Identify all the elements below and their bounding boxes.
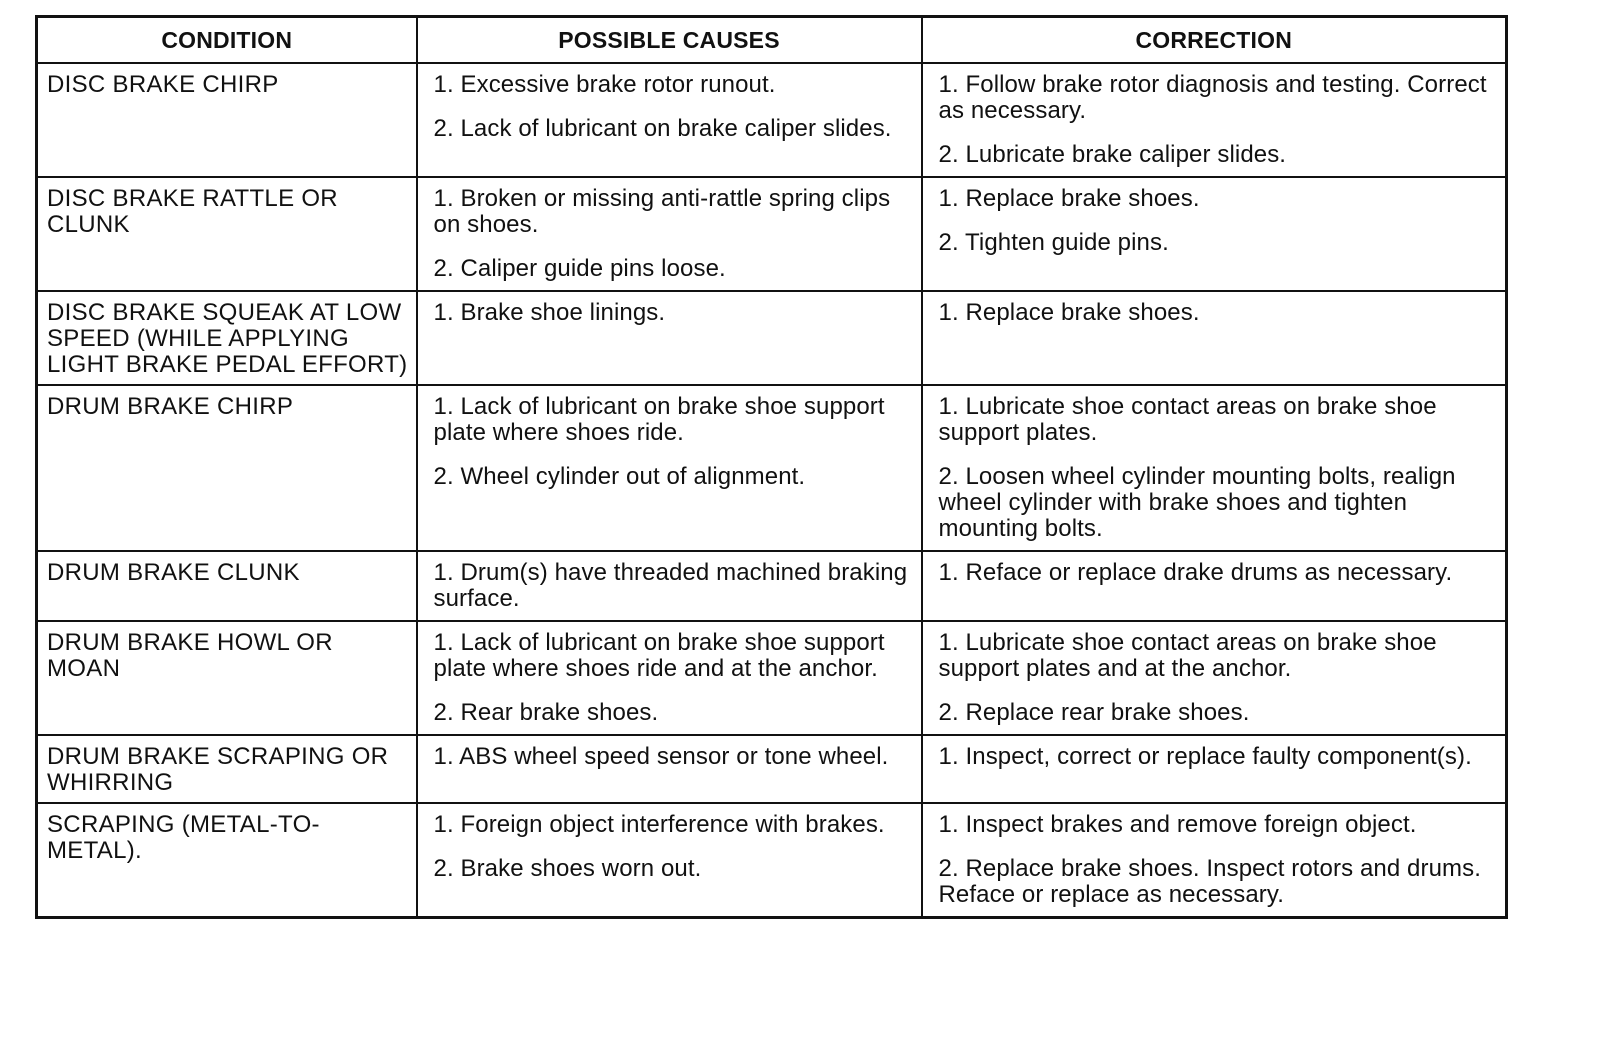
condition-cell: DISC BRAKE CHIRP [37,63,417,177]
condition-cell: SCRAPING (METAL-TO-METAL). [37,803,417,918]
correction-cell [922,803,1507,918]
condition-cell: DISC BRAKE SQUEAK AT LOW SPEED (WHILE APPLYING LIGHT BRAKE PEDAL EFFORT) [37,291,417,385]
cause-item: 2. Rear brake shoes. [433,699,659,726]
correction-cell [922,551,1507,621]
cause-item: 1. Lack of lubricant on brake shoe support plate where shoes ride. [433,393,885,446]
correction-item: 1. Follow brake rotor diagnosis and testing. Correct as necessary. [938,71,1487,124]
correction-item: 1. Replace brake shoes. [938,299,1200,326]
cause-item: 1. Excessive brake rotor runout. [433,71,776,98]
correction-item: 2. Replace rear brake shoes. [938,699,1250,726]
possible-causes-cell [417,291,922,385]
table-row [37,63,1507,177]
correction-item: 1. Lubricate shoe contact areas on brake shoe support plates. [938,393,1437,446]
possible-causes-cell [417,63,922,177]
table-row [37,735,1507,803]
condition-cell: DRUM BRAKE HOWL OR MOAN [37,621,417,735]
correction-item: 1. Lubricate shoe contact areas on brake shoe support plates and at the anchor. [938,629,1437,682]
cause-item: 2. Lack of lubricant on brake caliper slides. [433,115,892,142]
correction-cell [922,621,1507,735]
table-row [37,177,1507,291]
correction-item: 2. Loosen wheel cylinder mounting bolts, realign wheel cylinder with brake shoes and tighten mounting bolts. [938,463,1456,542]
correction-item: 2. Lubricate brake caliper slides. [938,141,1287,168]
header-correction: CORRECTION [922,17,1507,64]
condition-cell: DRUM BRAKE SCRAPING OR WHIRRING [37,735,417,803]
header-row [37,17,1507,64]
condition-cell: DRUM BRAKE CHIRP [37,385,417,551]
correction-cell [922,291,1507,385]
table-row [37,803,1507,918]
correction-item: 1. Replace brake shoes. [938,185,1200,212]
correction-item: 2. Replace brake shoes. Inspect rotors and drums. Reface or replace as necessary. [938,855,1482,908]
possible-causes-cell [417,803,922,918]
cause-item: 1. Lack of lubricant on brake shoe support plate where shoes ride and at the anchor. [433,629,885,682]
table-row [37,385,1507,551]
possible-causes-cell [417,385,922,551]
cause-item: 1. Foreign object interference with brakes. [433,811,885,838]
possible-causes-cell [417,177,922,291]
table-row [37,621,1507,735]
correction-item: 2. Tighten guide pins. [938,229,1169,256]
cause-item: 2. Wheel cylinder out of alignment. [433,463,806,490]
cause-item: 1. Brake shoe linings. [433,299,666,326]
cause-item: 1. Drum(s) have threaded machined braking surface. [433,559,908,612]
header-possible-causes: POSSIBLE CAUSES [417,17,922,64]
cause-item: 1. Broken or missing anti-rattle spring clips on shoes. [433,185,891,238]
cause-item: 2. Brake shoes worn out. [433,855,702,882]
table-row [37,551,1507,621]
correction-item: 1. Reface or replace drake drums as necessary. [938,559,1453,586]
correction-cell [922,385,1507,551]
brake-diagnosis-table [35,15,1508,919]
possible-causes-cell [417,551,922,621]
correction-cell [922,735,1507,803]
possible-causes-cell [417,621,922,735]
condition-cell: DISC BRAKE RATTLE OR CLUNK [37,177,417,291]
header-condition: CONDITION [37,17,417,64]
possible-causes-cell [417,735,922,803]
cause-item: 2. Caliper guide pins loose. [433,255,726,282]
table-row [37,291,1507,385]
cause-item: 1. ABS wheel speed sensor or tone wheel. [433,743,889,770]
correction-cell [922,63,1507,177]
condition-cell: DRUM BRAKE CLUNK [37,551,417,621]
correction-cell [922,177,1507,291]
correction-item: 1. Inspect brakes and remove foreign object. [938,811,1417,838]
table-body [37,63,1507,918]
correction-item: 1. Inspect, correct or replace faulty component(s). [938,743,1472,770]
